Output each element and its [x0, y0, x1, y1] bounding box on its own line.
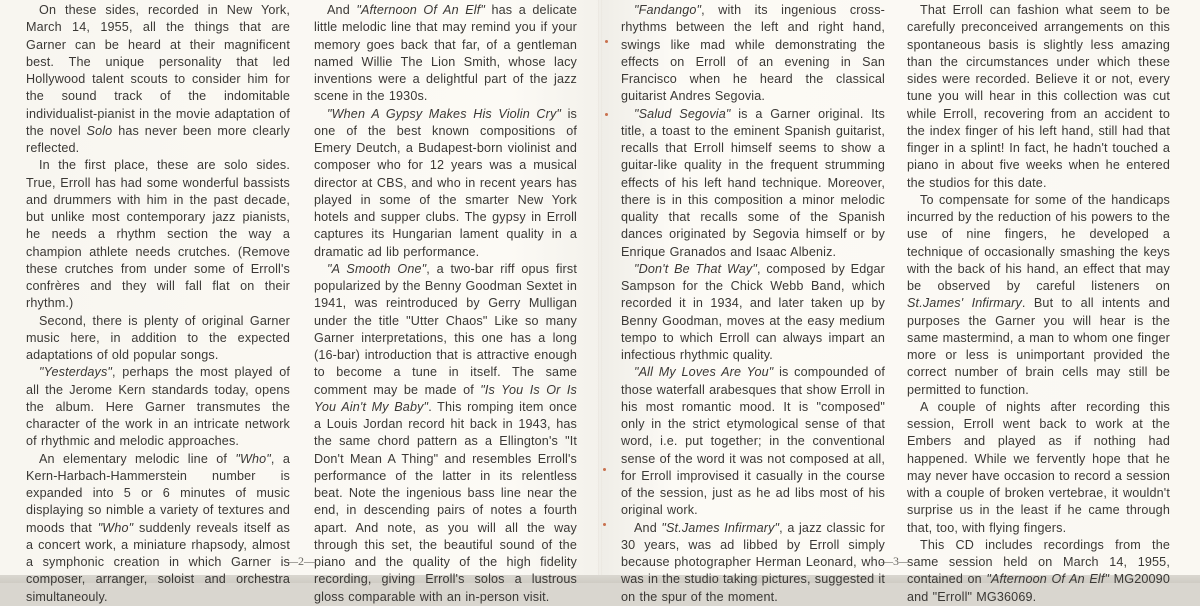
title-reference: "When A Gypsy Makes His Violin Cry": [327, 106, 562, 121]
text-run: . This romping item once a Louis Jordan record hit back in 1943, has the same chord pattern as a Ellington's "It Don't Mean A Thing" and resembles Erroll's performance of the latter in its relentless beat. Note the ingenious bass line near the end, in descending pairs of notes a fourth apart. And note, as you will all the way through this set, the beautiful sound of the piano and the quality of the high fidelity recording, giving Erroll's solos a lustrous gloss comparable with an in-person visit.: [314, 399, 577, 604]
text-run: , a jazz classic for 30 years, was ad libbed by Erroll simply because photographer Herman Leonard, who was in the studio taking pictures, suggested it on the spur of the moment.: [621, 520, 885, 604]
paragraph: [907, 537, 1170, 606]
text-run: An elementary melodic line of: [39, 451, 236, 466]
binding-mark: [605, 113, 608, 116]
text-run: is compounded of those waterfall arabesques that show Erroll in his most romantic mood. It is "composed" only in the strict etymological sense of that word, i.e. put together; in the conventional sense of the word it was not composed at all, for Erroll improvised it casually in the course of the session, just as he ad libs most of his original work.: [621, 365, 886, 518]
title-reference: Solo: [86, 123, 113, 138]
page-2-column-2: [314, 2, 577, 606]
text-run: MG20090 and "Erroll" MG36069.: [907, 572, 1170, 604]
text-run: suddenly reveals itself as a concert work, a miniature rhapsody, almost a symphonic creation in which Garner is composer, arranger, soloist and orchestra simultaneouly.: [26, 520, 290, 604]
title-reference: "Who": [97, 520, 134, 535]
page-2-column-1: [26, 2, 290, 606]
text-run: . But to all intents and purposes the Garner you will hear is the same mastermind, a man to whom one finger more or less is unimportant provided the correct number of brain cells may still be permitted to function.: [907, 296, 1170, 397]
text-run: In the first place, these are solo sides. True, Erroll has had some wonderful bassists and drummers with him in the past decade, but unlike most contemporary jazz pianists, he needs a rhythm section the way a champion athlete needs crutches. (Remove these crutches from under some of Erroll's confrères and they will fall flat on their rhythm.): [26, 158, 290, 311]
text-run: On these sides, recorded in New York, March 14, 1955, all the things that are Garner can be heard at their magnificent best. The unique personality that led Hollywood talent scouts to consider him for the sound track of the indomitable individualist-pianist in the movie adaptation of the novel: [26, 3, 290, 138]
text-run: To compensate for some of the handicaps incurred by the reduction of his powers to the use of nine fingers, he developed a technique of occasionally smashing the keys with the back of his hand, an effect that may be observed by careful listeners on: [907, 192, 1170, 293]
page-number: —3—: [881, 554, 911, 568]
paragraph: [621, 2, 885, 106]
page-number: —2—: [286, 554, 316, 568]
title-reference: "Afternoon Of An Elf": [356, 3, 486, 17]
paragraph: [26, 451, 290, 606]
title-reference: "Afternoon Of An Elf": [986, 572, 1110, 587]
text-run: That Erroll can fashion what seem to be carefully preconceived arrangements on this spontaneous basis is slightly less amazing than the circumstances under which these sides were recorded. Believe it or not, every tune you will hear in this collection was cut while Erroll, recovering from an accident to the index finger of his left hand, still had that finger in a splint! In fact, he hadn't touched a piano in about five weeks when he entered the studios for this date.: [907, 3, 1170, 190]
title-reference: "Who": [235, 451, 271, 466]
binding-mark: [605, 40, 608, 43]
page-2: [0, 0, 600, 604]
text-run: , with its ingenious cross-rhythms between the left and right hand, swings like mad while demonstrating the effects on Erroll of an evening in San Francisco when he heard the classical guitarist Andres Segovia.: [621, 3, 885, 104]
text-run: , perhaps the most played of all the Jerome Kern standards today, opens the album. Here Garner transmutes the character of the work in an intricate network of rhythmic and melodic approaches.: [26, 365, 290, 449]
text-run: has never been more clearly reflected.: [26, 123, 290, 155]
title-reference: "Salud Segovia": [634, 106, 731, 121]
title-reference: "A Smooth One": [327, 261, 427, 276]
title-reference: "Is You Is Or Is You Ain't My Baby": [314, 382, 577, 414]
text-run: is a Garner original. Its title, a toast to the eminent Spanish guitarist, recalls that Erroll himself seems to show a guitar-like quality in the frequent strumming effects of his left hand technique. Moreover, there is in this composition a minor melodic quality that recalls some of the Spanish dances originated by Segovia himself or by Enrique Granados and Isaac Albeniz.: [621, 106, 885, 259]
binding-mark: [603, 523, 606, 526]
title-reference: "All My Loves Are You": [634, 365, 774, 380]
paragraph: [26, 313, 290, 365]
title-reference: "Don't Be That Way": [634, 261, 757, 276]
page-3-column-1: [621, 2, 885, 606]
text-run: has a delicate little melodic line that may remind you if your memory goes back that far, of a gentleman named Willie The Lion Smith, whose lacy inventions were a delightful part of the jazz scene in the 1930s.: [314, 3, 577, 104]
text-run: A couple of nights after recording this session, Erroll went back to work at the Embers and played as if nothing had happened. While we fervently hope that he may never have occasion to record a session with a couple of broken vertebrae, it wouldn't surprise us in the least if he came through that, too, with flying fingers.: [907, 399, 1170, 535]
paragraph: [314, 106, 577, 261]
title-reference: "St.James Infirmary": [661, 520, 780, 535]
binding-seam: [598, 0, 602, 575]
page-3-column-2: [907, 2, 1170, 606]
text-run: This CD includes recordings from the same session held on March 14, 1955, contained on: [907, 537, 1170, 587]
paragraph: [621, 261, 885, 365]
paragraph: [907, 399, 1170, 537]
paragraph: [26, 364, 290, 450]
text-run: Second, there is plenty of original Garner music here, in addition to the expected adaptations of old popular songs.: [26, 313, 290, 362]
paragraph: [621, 364, 885, 519]
text-run: , a two-bar riff opus first popularized by the Benny Goodman Sextet in 1941, was reintroduced by Gerry Mulligan under the title "Utter Chaos" Like so many Garner interpretations, this one has a long (16-bar) introduction that is attractive enough to become a tune in itself. The same comment may be made of: [314, 261, 577, 397]
title-reference: "Fandango": [634, 3, 702, 17]
page-3: [600, 0, 1200, 604]
paragraph: [621, 520, 885, 606]
text-run: And: [327, 3, 357, 17]
paragraph: [26, 157, 290, 312]
title-reference: St.James' Infirmary: [907, 296, 1022, 311]
paragraph: [314, 2, 577, 106]
paragraph: [907, 192, 1170, 399]
text-run: , a Kern-Harbach-Hammerstein number is expanded into 5 or 6 minutes of music displaying so nimble a variety of textures and moods that: [26, 451, 290, 535]
paragraph: [26, 2, 290, 157]
title-reference: "Yesterdays": [39, 365, 113, 380]
text-run: is one of the best known compositions of Emery Deutch, a Budapest-born violinist and composer who for 12 years was a musical director at CBS, and who in recent years has played in some of the smarter New York hotels and supper clubs. The gypsy in Erroll captures its Hungarian lament quality in a dramatic ad lib performance.: [314, 106, 578, 259]
text-run: And: [634, 520, 662, 535]
paragraph: [621, 106, 885, 261]
paragraph: [314, 261, 577, 606]
paragraph: [907, 2, 1170, 192]
binding-mark: [603, 468, 606, 471]
text-run: , composed by Edgar Sampson for the Chick Webb Band, which recorded it in 1934, and later taken up by Benny Goodman, moves at the easy medium tempo to which Erroll can always impart an infectious rhythmic quality.: [621, 261, 885, 362]
